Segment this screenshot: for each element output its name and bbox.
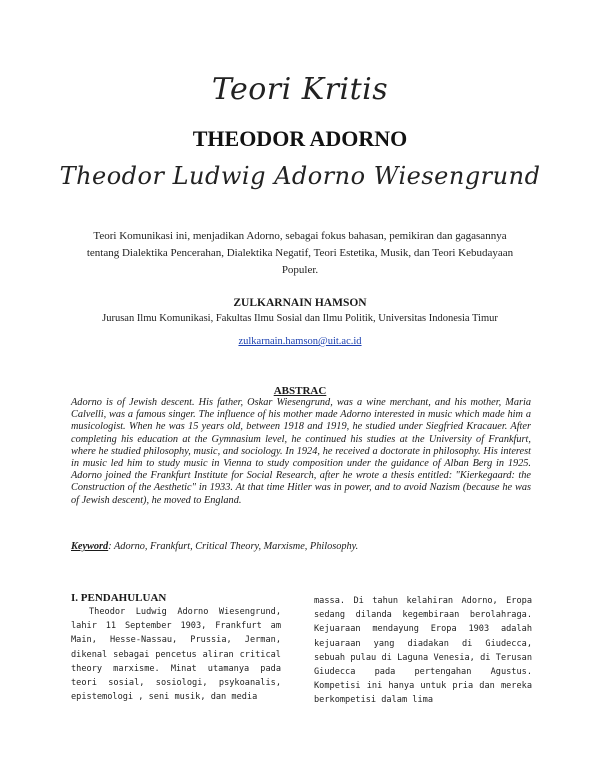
script-subtitle: Theodor Ludwig Adorno Wiesengrund — [59, 162, 541, 190]
author-name: ZULKARNAIN HAMSON — [233, 297, 367, 309]
keyword-text: : Adorno, Frankfurt, Critical Theory, Marxisme, Philosophy. — [108, 541, 359, 552]
email-link[interactable]: zulkarnain.hamson@uit.ac.id — [238, 336, 362, 347]
left-column-body: Theodor Ludwig Adorno Wiesengrund, lahir 11 September 1903, Frankfurt am Main, Hesse-Nassau, Prussia, Jerman, dikenal sebagai pencetus aliran critical theory marxisme. Minat utamanya pada teori sosial, sosiologi, psykoanalis, epistemologi , seni musik, dan media — [71, 607, 281, 703]
intro-paragraph: Teori Komunikasi ini, menjadikan Adorno, sebagai fokus bahasan, pemikiran dan gagasannya tentang Dialektika Pencerahan, Dialektika Negatif, Teori Estetika, Musik, dan Teori Kebudayaan Populer. — [86, 230, 514, 276]
script-title: Teori Kritis — [211, 72, 389, 107]
author-email — [0, 336, 600, 347]
page-title: THEODOR ADORNO — [192, 126, 408, 151]
right-column-text: massa. Di tahun kelahiran Adorno, Eropa sedang dilanda kegembiraan berolahraga. Kejuaraan mendayung Eropa 1903 adalah kejuaraan yang diadakan di Giudecca, sebuah pulau di Laguna Venesia, di Terusan Giudecca pada pertengahan Agustus. Kompetisi ini hanya untuk pria dan mereka berkompetisi dalam lima — [314, 596, 532, 706]
keyword-label: Keyword — [71, 541, 109, 552]
abstract-body: Adorno is of Jewish descent. His father, Oskar Wiesengrund, was a wine merchant, and his mother, Maria Calvelli, was a famous singer. The influence of his mother made Adorno interested in music which made him a musicologist. When he was 15 years old, between 1918 and 1919, he studied under Siegfried Kracauer. After completing his education at the Gymnasium level, he continued his studies at the University of Frankfurt, where he studied philosophy, music, and sociology. In 1924, he received a doctorate in philosophy. His interest in music led him to study music in Vienna to study composition under the guidance of Alban Berg in 1925. Adorno joined the Frankfurt Institute for Social Research, after he wrote a thesis entitled: "Kierkegaard: the Construction of the Aesthetic" in 1933. At that time Hitler was in power, and to avoid Nazism (because he was of Jewish descent), he moved to England. — [71, 397, 531, 506]
section-heading: I. PENDAHULUAN — [71, 592, 167, 604]
abstract-heading: ABSTRAC — [273, 385, 327, 397]
left-column-text — [71, 605, 281, 704]
author-affiliation: Jurusan Ilmu Komunikasi, Fakultas Ilmu Sosial dan Ilmu Politik, Universitas Indonesia Timur — [102, 313, 498, 324]
keywords-line — [71, 541, 531, 552]
